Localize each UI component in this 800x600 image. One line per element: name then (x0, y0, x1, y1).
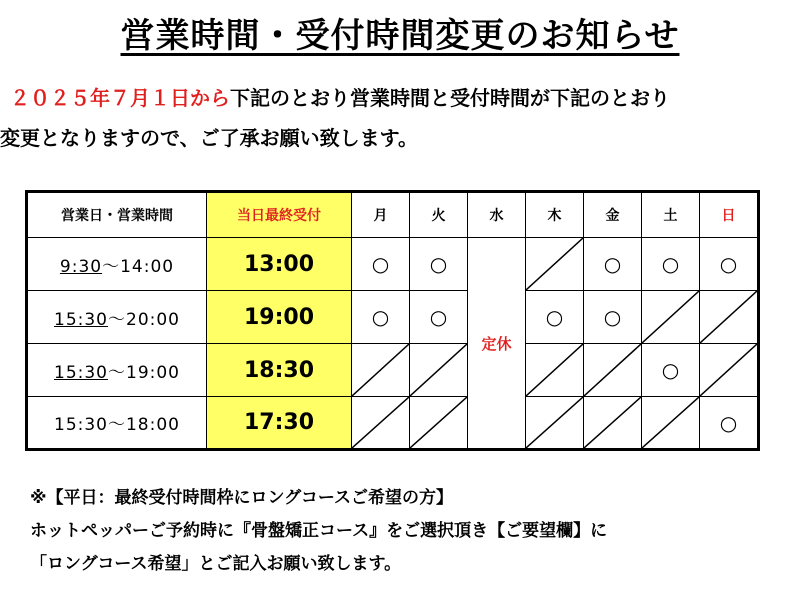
day-cell (584, 238, 642, 291)
notice-line-2: 変更となりますので、ご了承お願い致します。 (0, 126, 418, 150)
diagonal-slash-icon (700, 291, 757, 343)
unavailable-slash-cell (526, 397, 584, 450)
day-cell (352, 238, 410, 291)
open-circle-icon: ○ (603, 252, 622, 276)
table-row (27, 291, 759, 344)
open-circle-icon: ○ (371, 305, 390, 329)
last-reception-cell: 19:00 (207, 291, 352, 344)
hours-end: ～14:00 (102, 256, 175, 277)
unavailable-slash-cell (352, 344, 410, 397)
open-circle-icon: ○ (661, 358, 680, 382)
page-title (0, 8, 800, 57)
diagonal-slash-icon (642, 291, 699, 343)
hours-start: 15:30 (54, 362, 108, 383)
hours-cell (27, 238, 207, 291)
open-circle-icon: ○ (429, 252, 448, 276)
unavailable-slash-cell (642, 291, 700, 344)
diagonal-slash-icon (584, 397, 641, 448)
diagonal-slash-icon (526, 397, 583, 448)
table-row (27, 397, 759, 450)
diagonal-slash-icon (352, 397, 409, 448)
hours-cell (27, 291, 207, 344)
diagonal-slash-icon (700, 344, 757, 396)
table-row (27, 344, 759, 397)
day-cell (410, 291, 468, 344)
footer-line-1: ※【平日：最終受付時間枠にロングコースご希望の方】 (30, 488, 453, 508)
unavailable-slash-cell (584, 344, 642, 397)
open-circle-icon: ○ (545, 305, 564, 329)
open-circle-icon: ○ (719, 410, 738, 435)
footer-notes (30, 482, 607, 581)
unavailable-slash-cell (526, 344, 584, 397)
open-circle-icon: ○ (429, 305, 448, 329)
day-cell (584, 291, 642, 344)
day-cell (642, 344, 700, 397)
header-hours: 営業日・営業時間 (27, 192, 207, 238)
effective-date: ２０２５年７月１日から (10, 86, 230, 110)
schedule-table (25, 190, 760, 451)
footer-line-3: 「ロングコース希望」とご記入お願い致します。 (30, 554, 402, 574)
header-day-tue: 火 (410, 192, 468, 238)
diagonal-slash-icon (526, 344, 583, 396)
page-title-text: 営業時間・受付時間変更のお知らせ (120, 16, 680, 56)
unavailable-slash-cell (410, 397, 468, 450)
header-day-sun: 日 (700, 192, 759, 238)
day-cell (642, 238, 700, 291)
day-cell (700, 397, 759, 450)
unavailable-slash-cell (700, 344, 759, 397)
open-circle-icon: ○ (661, 252, 680, 276)
notice-line-1-rest: 下記のとおり営業時間と受付時間が下記のとおり (230, 86, 670, 110)
diagonal-slash-icon (352, 344, 409, 396)
diagonal-slash-icon (642, 397, 699, 448)
unavailable-slash-cell (410, 344, 468, 397)
diagonal-slash-icon (410, 397, 467, 448)
open-circle-icon: ○ (603, 305, 622, 329)
hours-start: 15:30 (54, 309, 108, 330)
header-day-fri: 金 (584, 192, 642, 238)
day-cell (410, 238, 468, 291)
hours-start: 9:30 (59, 256, 103, 277)
hours-range: 15:30～18:00 (54, 415, 180, 435)
day-cell (700, 238, 759, 291)
header-day-sat: 土 (642, 192, 700, 238)
hours-cell (27, 397, 207, 450)
last-reception-cell: 17:30 (207, 397, 352, 450)
day-cell (352, 291, 410, 344)
hours-end: ～19:00 (108, 362, 180, 383)
wednesday-closed-cell: 定休 (468, 238, 526, 450)
last-reception-cell: 13:00 (207, 238, 352, 291)
unavailable-slash-cell (584, 397, 642, 450)
table-row (27, 238, 759, 291)
hours-end: ～20:00 (108, 309, 180, 330)
header-day-wed: 水 (468, 192, 526, 238)
hours-cell (27, 344, 207, 397)
unavailable-slash-cell (526, 238, 584, 291)
header-last-reception: 当日最終受付 (207, 192, 352, 238)
footer-line-2: ホットペッパーご予約時に『骨盤矯正コース』をご選択頂き【ご要望欄】に (30, 521, 608, 541)
open-circle-icon: ○ (371, 252, 390, 276)
notice-line-1 (0, 82, 800, 111)
table-header-row (27, 192, 759, 238)
header-day-thu: 木 (526, 192, 584, 238)
day-cell (526, 291, 584, 344)
diagonal-slash-icon (410, 344, 467, 396)
diagonal-slash-icon (584, 344, 641, 396)
last-reception-cell: 18:30 (207, 344, 352, 397)
diagonal-slash-icon (526, 238, 583, 290)
unavailable-slash-cell (642, 397, 700, 450)
unavailable-slash-cell (352, 397, 410, 450)
header-day-mon: 月 (352, 192, 410, 238)
open-circle-icon: ○ (719, 252, 738, 276)
unavailable-slash-cell (700, 291, 759, 344)
notice-text (0, 82, 800, 150)
